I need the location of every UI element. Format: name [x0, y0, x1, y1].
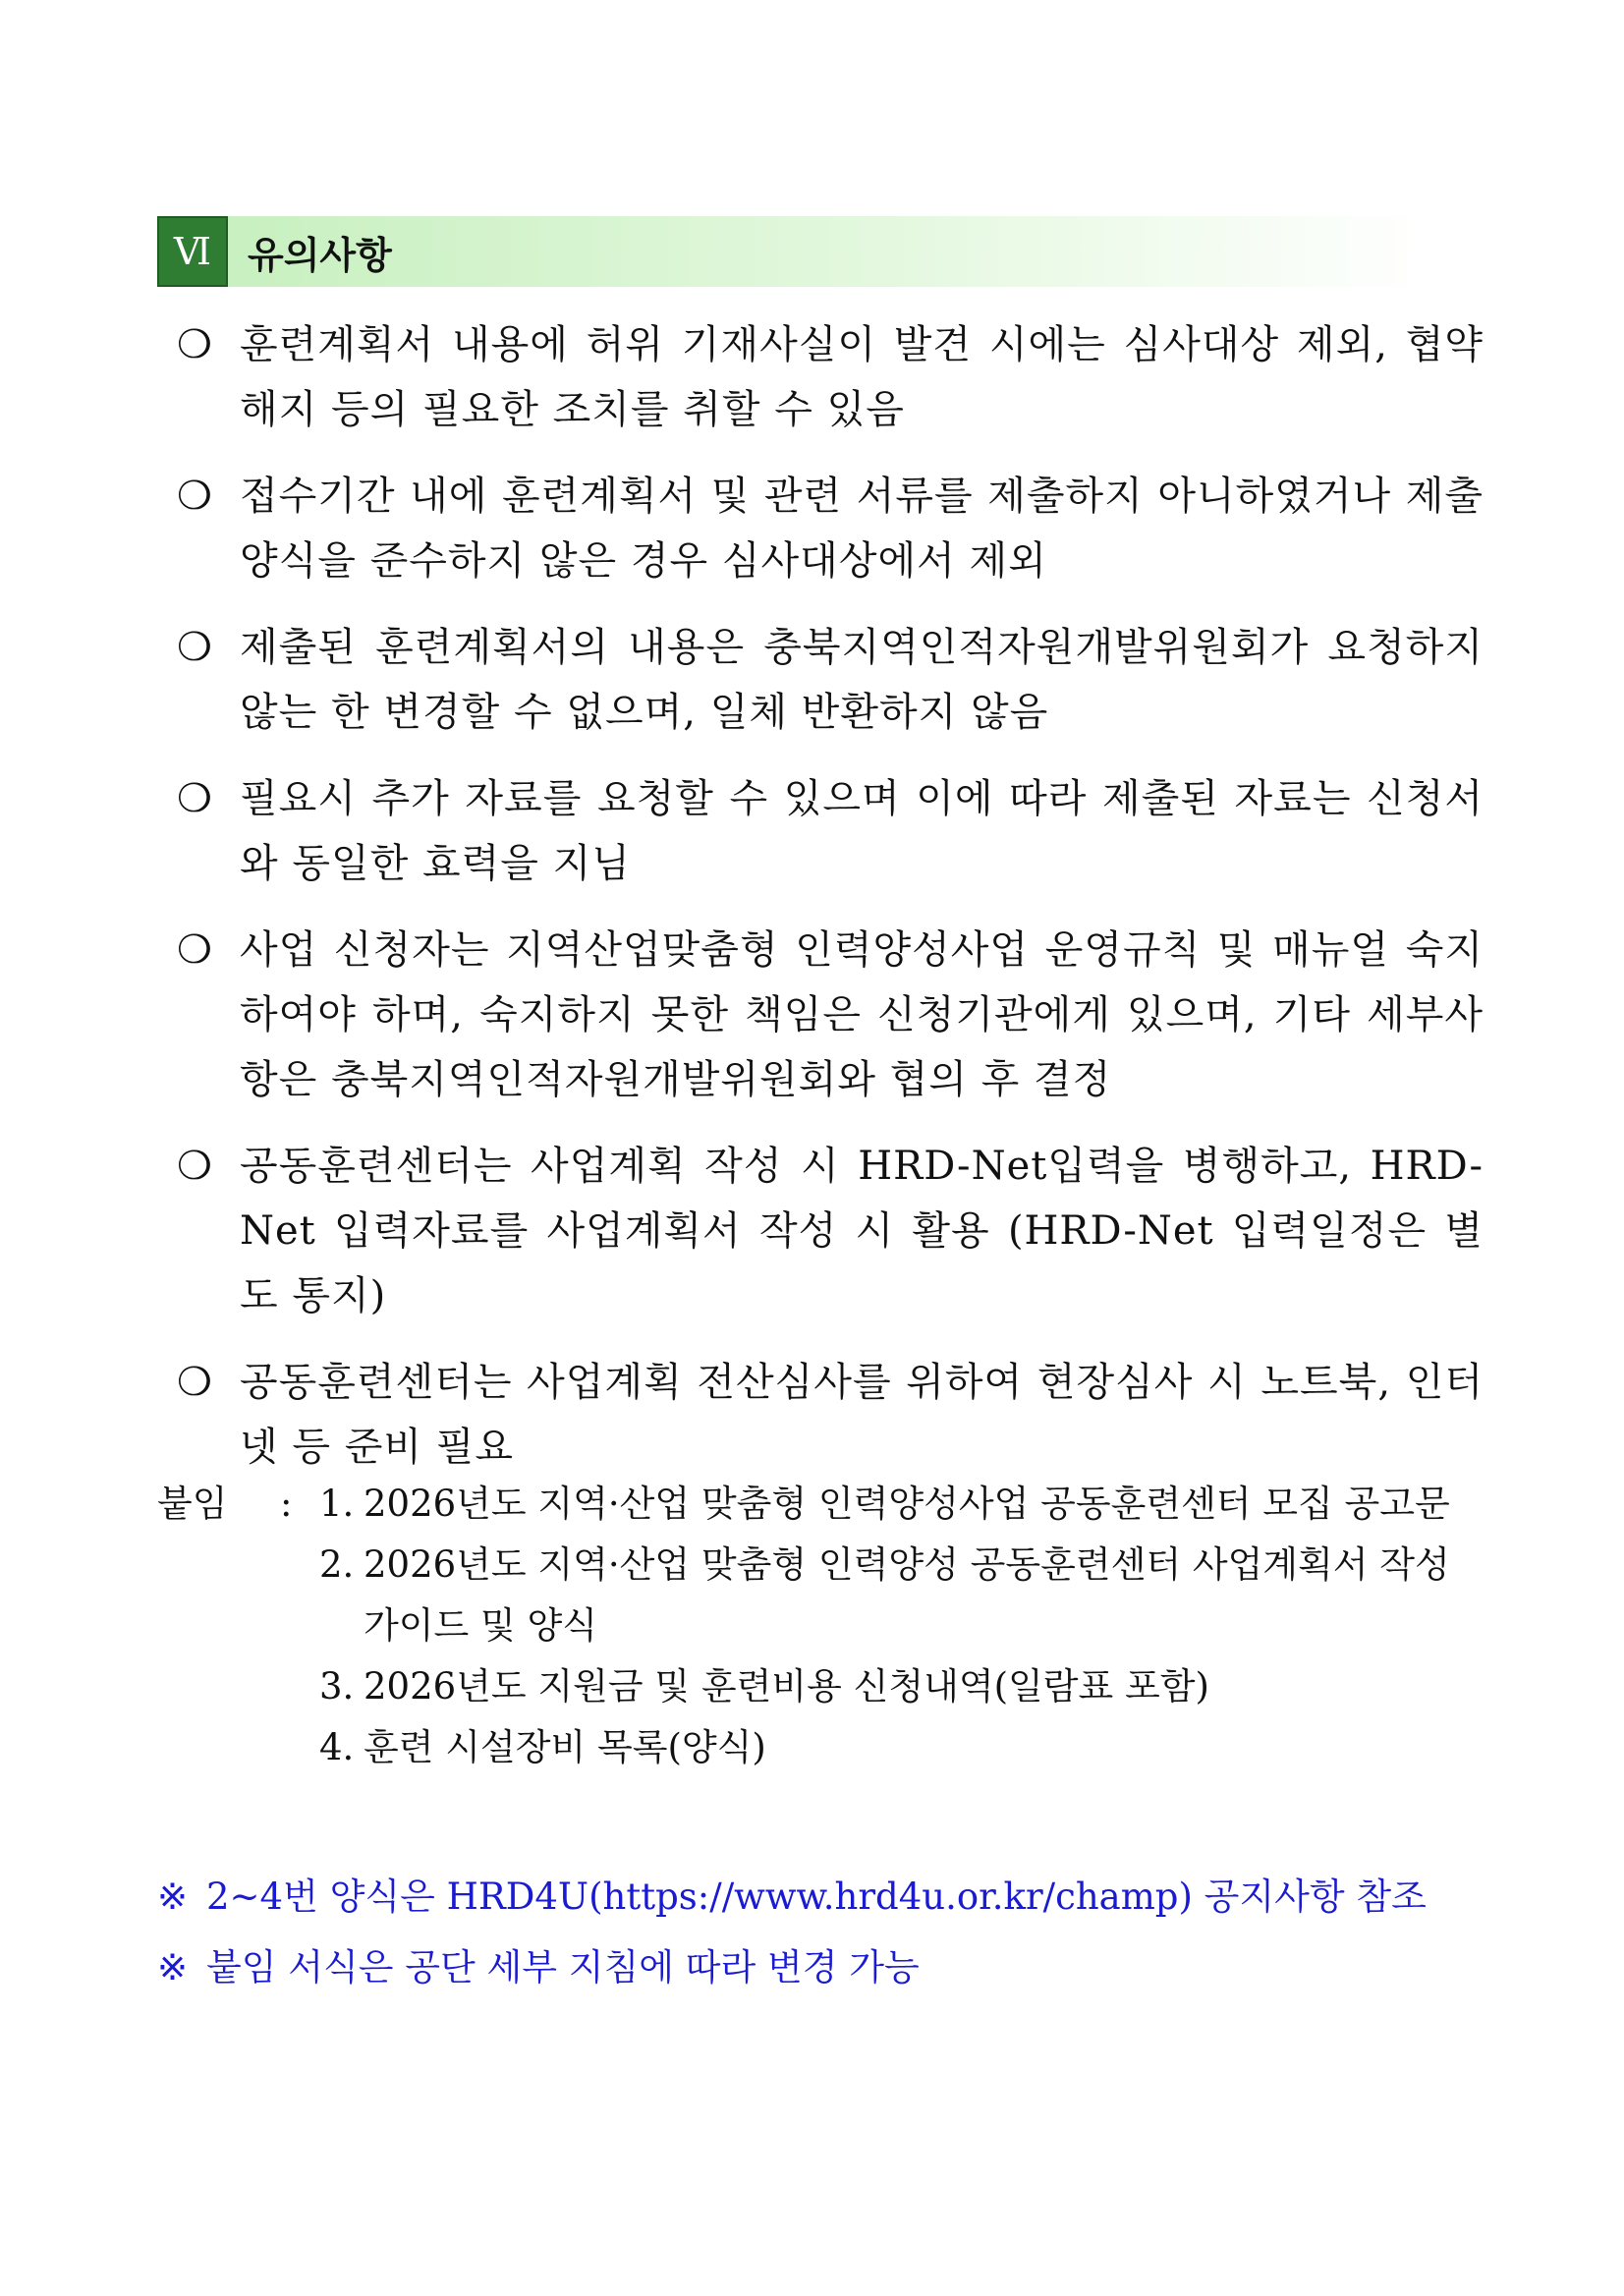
section-title: 유의사항 — [248, 233, 392, 277]
list-item-text: 훈련계획서 내용에 허위 기재사실이 발견 시에는 심사대상 제외, 협약 해지 등의 필요한 조치를 취할 수 있음 — [240, 322, 1484, 432]
list-item-text: 공동훈련센터는 사업계획 전산심사를 위하여 현장심사 시 노트북, 인터넷 등 준비 필요 — [240, 1360, 1484, 1470]
attachment-number: 3. — [319, 1665, 355, 1708]
attachment-number: 2. — [319, 1543, 355, 1586]
list-item — [177, 1134, 1484, 1328]
attachment-number: 4. — [319, 1726, 355, 1768]
attachments — [157, 1474, 1464, 1778]
note-item — [157, 1932, 1464, 2003]
section-header — [157, 216, 1434, 287]
circle-bullet-icon: ❍ — [177, 1144, 212, 1189]
circle-bullet-icon: ❍ — [177, 625, 212, 670]
attachments-separator: : — [280, 1483, 293, 1525]
list-item — [177, 1350, 1484, 1480]
circle-bullet-icon: ❍ — [177, 1360, 212, 1405]
list-item-text: 제출된 훈련계획서의 내용은 충북지역인적자원개발위원회가 요청하지 않는 한 변경할 수 없으며, 일체 반환하지 않음 — [240, 625, 1484, 735]
list-item — [177, 464, 1484, 593]
list-item-text: 필요시 추가 자료를 요청할 수 있으며 이에 따라 제출된 자료는 신청서와 동일한 효력을 지님 — [240, 776, 1484, 886]
attachment-text: 2026년도 지역·산업 맞춤형 인력양성사업 공동훈련센터 모집 공고문 — [364, 1483, 1450, 1525]
list-item — [177, 918, 1484, 1112]
list-item-text: 공동훈련센터는 사업계획 작성 시 HRD-Net입력을 병행하고, HRD-Net 입력자료를 사업계획서 작성 시 활용 (HRD-Net 입력일정은 별도 통지) — [240, 1144, 1484, 1318]
list-item — [177, 312, 1484, 442]
list-item — [177, 766, 1484, 896]
circle-bullet-icon: ❍ — [177, 322, 212, 367]
list-item-text: 접수기간 내에 훈련계획서 및 관련 서류를 제출하지 아니하였거나 제출양식을 준수하지 않은 경우 심사대상에서 제외 — [240, 474, 1484, 584]
note-item — [157, 1862, 1464, 1932]
reference-mark-icon: ※ — [157, 1876, 189, 1918]
attachment-item — [319, 1717, 1464, 1778]
list-item-text: 사업 신청자는 지역산업맞춤형 인력양성사업 운영규칙 및 매뉴얼 숙지하여야 하며, 숙지하지 못한 책임은 신청기관에게 있으며, 기타 세부사항은 충북지역인적자원개발위원회와 협의 후 결정 — [240, 927, 1484, 1102]
attachment-text: 훈련 시설장비 목록(양식) — [364, 1726, 766, 1768]
attachment-text: 2026년도 지역·산업 맞춤형 인력양성 공동훈련센터 사업계획서 작성 가이드 및 양식 — [364, 1543, 1450, 1647]
list-item — [177, 615, 1484, 745]
section-title-bar — [228, 216, 1434, 287]
section-number-badge: Ⅵ — [157, 216, 228, 287]
attachment-text: 2026년도 지원금 및 훈련비용 신청내역(일람표 포함) — [364, 1665, 1209, 1708]
attachment-item — [319, 1535, 1464, 1656]
reference-mark-icon: ※ — [157, 1946, 189, 1988]
precautions-list — [177, 312, 1484, 1501]
attachment-item — [319, 1656, 1464, 1717]
attachments-label: 붙임 — [157, 1483, 228, 1525]
note-text: 붙임 서식은 공단 세부 지침에 따라 변경 가능 — [206, 1946, 920, 1988]
note-text: 2~4번 양식은 HRD4U(https://www.hrd4u.or.kr/champ) 공지사항 참조 — [206, 1876, 1427, 1918]
circle-bullet-icon: ❍ — [177, 474, 212, 519]
circle-bullet-icon: ❍ — [177, 927, 212, 973]
notes — [157, 1862, 1464, 2003]
circle-bullet-icon: ❍ — [177, 776, 212, 821]
attachment-number: 1. — [319, 1483, 355, 1525]
attachment-item — [319, 1474, 1464, 1535]
